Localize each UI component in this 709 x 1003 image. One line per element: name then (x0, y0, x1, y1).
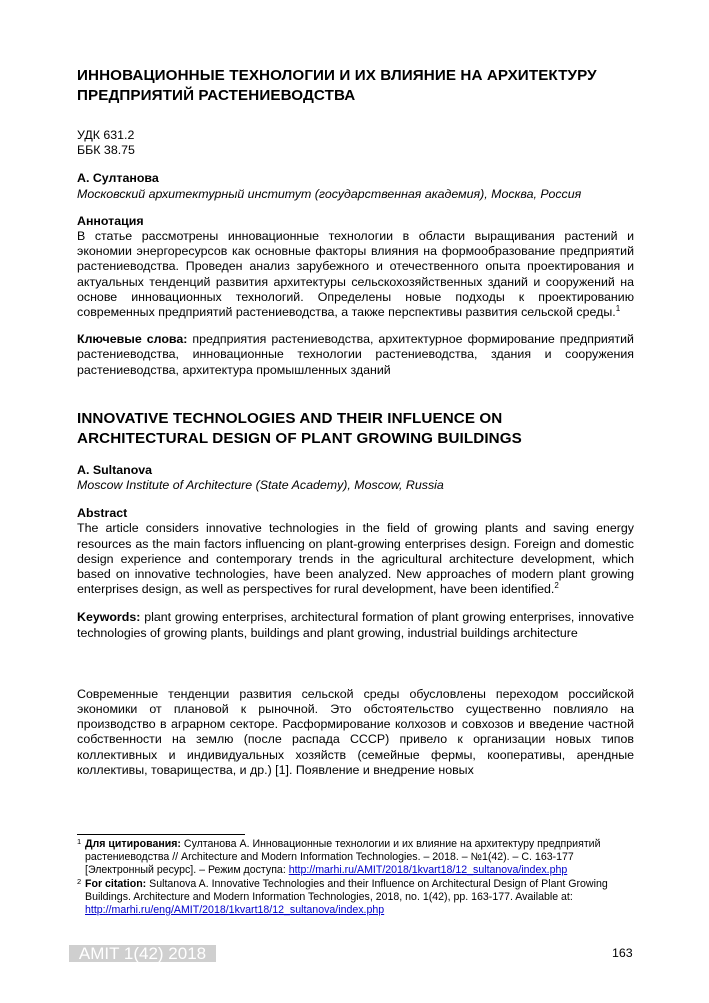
affiliation-ru: Московский архитектурный институт (государственная академия), Москва, Россия (77, 186, 582, 201)
citation-label: For citation: (85, 878, 147, 890)
author-name-en: A. Sultanova (77, 462, 153, 477)
page-number: 163 (612, 946, 633, 960)
title-ru: ИННОВАЦИОННЫЕ ТЕХНОЛОГИИ И ИХ ВЛИЯНИЕ НА АРХИТЕКТУРУ ПРЕДПРИЯТИЙ РАСТЕНИЕВОДСТВА (77, 67, 597, 104)
body-paragraph: Современные тенденции развития сельской среды обусловлены переходом российской экономики от плановой к рыночной. Это обстоятельство существенно повлияло на производство в аграрном секторе. Расформирование колхозов и совхозов и введение частной собственности на землю (после распада СССР) привело к организации новых типов коллективных и индивидуальных хозяйств (семейные фермы, кооперативы, арендные коллективы, товарищества, и др.) [1]. Появление и внедрение новых (77, 686, 634, 777)
citation-link[interactable]: http://marhi.ru/AMIT/2018/1kvart18/12_sultanova/index.php (288, 864, 568, 876)
affiliation-en: Moscow Institute of Architecture (State Academy), Moscow, Russia (77, 478, 444, 493)
abstract-text-en: The article considers innovative technologies in the field of growing plants and saving energy resources as the main factors influencing on plant-growing enterprises design. Foreign and domestic design experience and contemporary trends in the agricultural architecture development, which based on innovative technologies, have been analyzed. New approaches of modern plant growing enterprises design, as well as perspectives for rural development, have been identified. (77, 521, 634, 597)
abstract-paragraph-en (77, 521, 634, 597)
author-name-ru: А. Султанова (77, 171, 159, 186)
citation-label: Для цитирования: (85, 838, 181, 850)
footnote-mark: 1 (77, 837, 82, 846)
keywords-label-en: Keywords: (77, 610, 141, 625)
keywords-text-ru: предприятия растениеводства, архитектурное формирование предприятий растениеводства, инновационные технологии растениеводства, здания и сооружения растениеводства, архитектура промышленных зданий (77, 332, 634, 377)
footnote-divider (77, 834, 245, 835)
citation-text: Sultanova A. Innovative Technologies and their Influence on Architectural Design of Plant Growing Buildings. Architecture and Modern Information Technologies, 2018, no. 1(42), pp. 163-177. Available at: (85, 878, 608, 903)
article-content (77, 66, 634, 778)
bbk-code: ББК 38.75 (77, 143, 135, 158)
udk-code: УДК 631.2 (77, 128, 135, 142)
classification-codes (77, 128, 634, 158)
footnote-ref-1[interactable]: 1 (615, 304, 621, 314)
journal-badge: AMIT 1(42) 2018 (69, 945, 216, 962)
citation-link[interactable]: http://marhi.ru/eng/AMIT/2018/1kvart18/12_sultanova/index.php (85, 904, 385, 916)
keywords-text-en: plant growing enterprises, architectural formation of plant growing enterprises, innovative technologies of growing plants, buildings and plant growing, industrial buildings architecture (77, 610, 634, 640)
footnote-mark: 2 (77, 877, 82, 886)
abstract-paragraph-ru (77, 229, 634, 320)
author-block-en (77, 463, 634, 493)
abstract-text-ru: В статье рассмотрены инновационные технологии в области выращивания растений и экономии энергоресурсов как основные факторы влияния на формообразование предприятий растениеводства. Проведен анализ зарубежного и отечественного опыта проектирования и актуальных тенденций развития архитектуры сельскохозяйственных зданий и сооружений на основе инновационных технологий. Определены новые подходы к проектированию современных предприятий растениеводства, а также перспективы развития сельской среды. (77, 229, 634, 320)
footnote-ref-2[interactable]: 2 (554, 581, 559, 591)
footnote-2 (77, 878, 634, 917)
author-block-ru (77, 171, 634, 201)
title-en: INNOVATIVE TECHNOLOGIES AND THEIR INFLUENCE ON ARCHITECTURAL DESIGN OF PLANT GROWING BUILDINGS (77, 409, 522, 447)
abstract-heading-en: Abstract (77, 506, 128, 521)
keywords-ru (77, 332, 634, 378)
abstract-ru (77, 214, 634, 320)
footnotes (77, 838, 634, 917)
abstract-en (77, 506, 634, 597)
citation-text: Султанова А. Инновационные технологии и их влияние на архитектуру предприятий растениеводства // Architecture and Modern Information Technologies. – 2018. – №1(42). – С. 163-177 [Электронный ресурс]. – Режим доступа: (85, 838, 601, 876)
abstract-heading-ru: Аннотация (77, 213, 144, 228)
keywords-label-ru: Ключевые слова: (77, 332, 188, 347)
footnote-1 (77, 838, 634, 877)
keywords-en (77, 610, 634, 640)
